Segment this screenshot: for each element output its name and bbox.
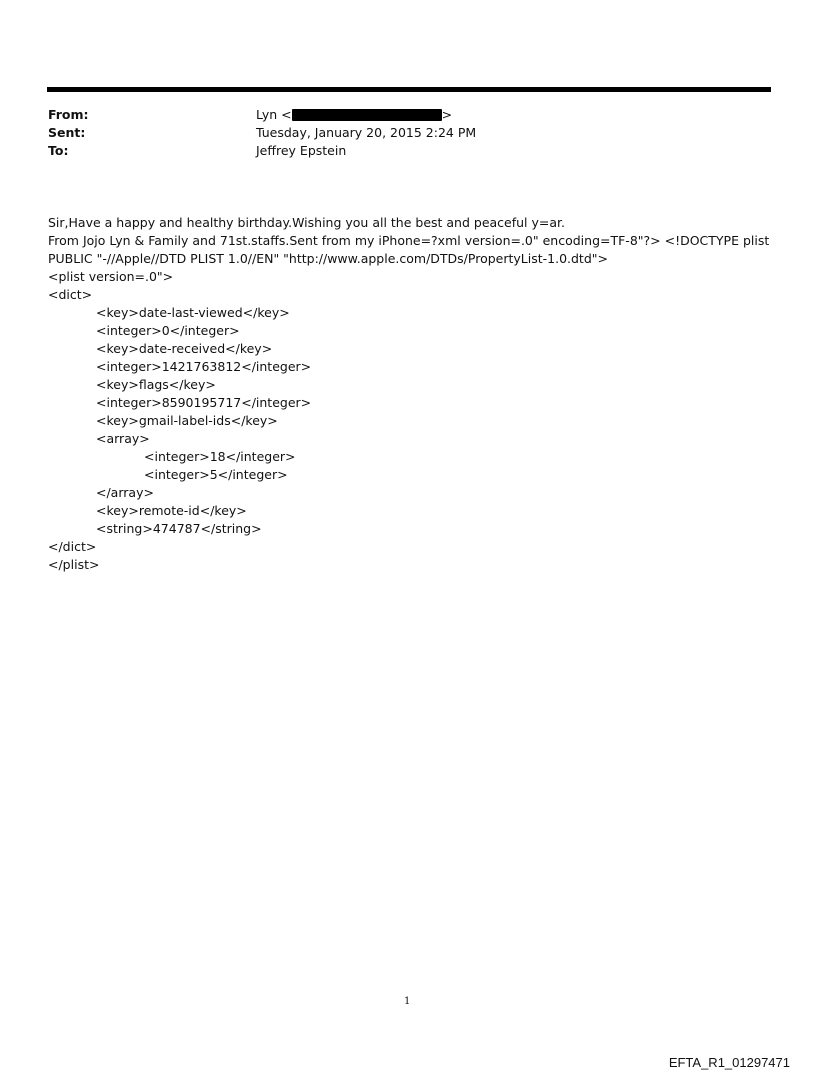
body-line: <integer>5</integer> — [144, 467, 288, 482]
redaction-block — [292, 109, 442, 121]
body-line: <integer>0</integer> — [96, 323, 240, 338]
body-line: </dict> — [48, 539, 97, 554]
body-line: <key>flags</key> — [96, 377, 216, 392]
body-line: PUBLIC "-//Apple//DTD PLIST 1.0//EN" "http://www.apple.com/DTDs/PropertyList-1.0.dtd"> — [48, 251, 608, 266]
from-value — [256, 106, 452, 124]
sent-value: Tuesday, January 20, 2015 2:24 PM — [256, 125, 477, 140]
to-row — [48, 142, 748, 160]
from-suffix: > — [441, 107, 453, 122]
sent-row — [48, 124, 748, 142]
to-value: Jeffrey Epstein — [256, 143, 347, 158]
body-line: <string>474787</string> — [96, 521, 262, 536]
body-line: <integer>1421763812</integer> — [96, 359, 312, 374]
from-label: From: — [48, 107, 89, 122]
document-id: EFTA_R1_01297471 — [668, 1055, 790, 1070]
sent-label: Sent: — [48, 125, 86, 140]
body-line: <key>date-received</key> — [96, 341, 273, 356]
page-number: 1 — [404, 996, 411, 1007]
body-line: <key>gmail-label-ids</key> — [96, 413, 278, 428]
body-line: <array> — [96, 431, 150, 446]
body-line: </array> — [96, 485, 154, 500]
top-divider — [47, 87, 771, 92]
body-line: <integer>8590195717</integer> — [96, 395, 312, 410]
to-label: To: — [48, 143, 69, 158]
email-header — [48, 106, 748, 160]
body-line: <key>remote-id</key> — [96, 503, 247, 518]
body-line: </plist> — [48, 557, 100, 572]
from-row — [48, 106, 748, 124]
body-line: <plist version=.0"> — [48, 269, 174, 284]
body-line: <integer>18</integer> — [144, 449, 296, 464]
body-line: <key>date-last-viewed</key> — [96, 305, 290, 320]
email-body — [48, 214, 770, 574]
body-line: Sir,Have a happy and healthy birthday.Wishing you all the best and peaceful y=ar. — [48, 215, 565, 230]
body-line: <dict> — [48, 287, 93, 302]
from-name: Lyn < — [256, 107, 292, 122]
body-line: From Jojo Lyn & Family and 71st.staffs.Sent from my iPhone=?xml version=.0" encoding=TF-8"?> <!DOCTYPE plist — [48, 233, 770, 248]
